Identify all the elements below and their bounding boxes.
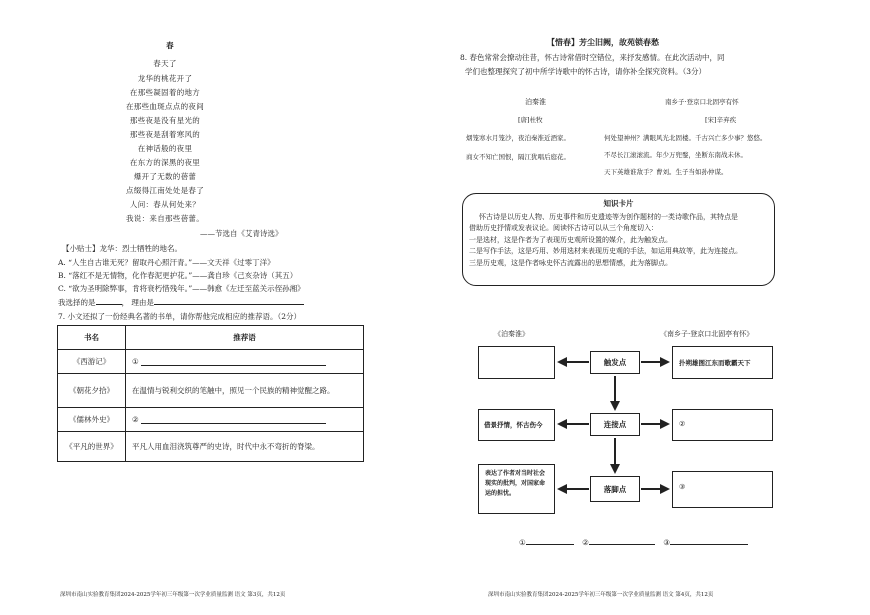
- poem-line: 在东方的深黑的夜里: [129, 158, 201, 167]
- trigger-point-label: 触发点: [590, 351, 640, 374]
- answer-label-3: ③: [663, 538, 670, 547]
- conclusion-point-label: 落脚点: [590, 476, 640, 502]
- poem-line: 我说：来自那些蓓蕾。: [126, 214, 204, 223]
- poem1-line: 烟笼寒水月笼沙，夜泊秦淮近酒家。: [466, 134, 570, 142]
- left-mid-box: 借景抒情，怀古伤今: [478, 409, 555, 441]
- recommend-cell: 平凡人用血泪浇筑尊严的史诗，时代中永不弯折的脊梁。: [126, 432, 364, 462]
- poem-line: 爆开了无数的蓓蕾: [133, 172, 197, 181]
- poem-line: 那些夜是刮着寒风的: [129, 130, 201, 139]
- poem-title: 春: [166, 41, 174, 50]
- option-b: B. “落红不是无情物，化作春泥更护花。”——龚自珍《己亥杂诗（其五）: [58, 271, 298, 280]
- poem2-line: 何处望神州？满眼风光北固楼。千古兴亡多少事？悠悠。: [604, 134, 767, 142]
- answer-blank-3[interactable]: [670, 544, 748, 545]
- answer-line: [519, 537, 748, 548]
- poem-line: 在那些血斑点点的夜间: [126, 102, 204, 111]
- poem-line: 在神话般的夜里: [137, 144, 193, 153]
- card-line: 借助历史抒情或发表议论。阅读怀古诗可以从三个角度切入：: [469, 224, 658, 232]
- table-header-recommend: 推荐语: [126, 326, 364, 350]
- option-a: A. “人生自古谁无死？留取丹心照汗青。”——文天祥《过零丁洋》: [58, 258, 275, 267]
- poem-line: 那些夜是没有星光的: [129, 116, 201, 125]
- answer-blank-2[interactable]: [589, 544, 655, 545]
- choice-prefix: 我选择的是: [58, 298, 96, 307]
- q8-line-2: 学们也整理探究了初中所学诗歌中的怀古诗，请你补全探究资料。（3分）: [465, 67, 707, 76]
- right-bottom-box[interactable]: ③: [672, 471, 773, 508]
- recommend-cell: 在温情与锐利交织的笔触中，照见一个民族的精神觉醒之路。: [126, 374, 364, 408]
- poem1-title: 泊秦淮: [525, 98, 546, 106]
- book-cell: 《平凡的世界》: [58, 432, 126, 462]
- poem2-line: 天下英雄谁敌手？曹刘。生子当如孙仲谋。: [604, 168, 728, 176]
- right-mid-box[interactable]: ②: [672, 409, 773, 441]
- answer-label-2: ②: [582, 538, 589, 547]
- poem-line: 春天了: [153, 59, 177, 68]
- poem-line: 龙华的桃花开了: [137, 74, 193, 83]
- poem1-author: [唐]杜牧: [518, 116, 543, 124]
- diagram-left-title: 《泊秦淮》: [494, 330, 529, 338]
- poem1-line: 商女不知亡国恨，隔江犹唱后庭花。: [466, 153, 570, 161]
- answer-label-1: ①: [519, 538, 526, 547]
- book-cell: 《儒林外史》: [58, 408, 126, 432]
- question-7: 7. 小文还拟了一份经典名著的书单，请你帮他完成相应的推荐语。（2分）: [58, 312, 302, 321]
- answer-blank-1[interactable]: [526, 544, 574, 545]
- q8-line-1: 8. 春色常常会撩动往昔，怀古诗常借时空错位，来抒发感情。在此次活动中，同: [460, 53, 725, 62]
- card-line: 三是历史观，这是作者咏史怀古流露出的思想情感，此为落脚点。: [469, 258, 672, 267]
- poem-source: ——节选自《艾青诗选》: [200, 229, 283, 238]
- poem-line: 在那些凝固着的地方: [129, 88, 201, 97]
- poem-line: 人问：春从何处来？: [129, 200, 201, 209]
- book-cell: 《西游记》: [58, 350, 126, 374]
- poem2-title: 南乡子·登京口北固亭有怀: [665, 98, 739, 106]
- footer-left: 深圳市南山实验教育集团2024-2025学年初三年级第一次学业质量监测 语文 第3页，共12页: [60, 592, 286, 598]
- choice-mid: ， 理由是: [121, 298, 154, 307]
- tip-text: 【小贴士】龙华：烈士牺牲的地名。: [62, 244, 182, 253]
- poem-line: 点缀得江南处处是春了: [126, 186, 204, 195]
- card-line: 一是选材，这是作者为了表现历史观所设置的媒介，此为触发点。: [469, 235, 672, 244]
- blank-marker: ②: [132, 415, 139, 424]
- book-cell: 《朝花夕拾》: [58, 374, 126, 408]
- card-line: 二是写作手法，这是巧用、妙用选材来表现历史观的手法，如运用典故等，此为连接点。: [469, 247, 742, 255]
- card-title: 知识卡片: [603, 199, 634, 208]
- left-bottom-box: 表达了作者对当时社会现实的批判，对国家命运的担忧。: [478, 464, 555, 514]
- option-c: C. “欲为圣明除弊事，肯将衰朽惜残年。”——韩愈《左迁至蓝关示侄孙湘》: [58, 284, 305, 293]
- diagram-right-title: 《南乡子·登京口北固亭有怀》: [660, 330, 754, 338]
- blank-marker: ①: [132, 357, 139, 366]
- poem2-author: [宋]辛弃疾: [705, 116, 737, 124]
- link-point-label: 连接点: [590, 413, 640, 436]
- card-line: 怀古诗是以历史人物、历史事件和历史遗迹等为创作题材的一类诗歌作品，其特点是: [479, 212, 738, 221]
- table-header-book: 书名: [58, 326, 126, 350]
- poem2-line: 不尽长江滚滚流。年少万兜鍪，坐断东南战未休。: [604, 151, 747, 159]
- section-title: 【惜春】芳尘旧阙，故苑锁春愁: [547, 37, 659, 47]
- right-top-box: 扑朔雄图江东而歌霸天下: [672, 346, 773, 379]
- footer-right: 深圳市南山实验教育集团2024-2025学年初三年级第一次学业质量监测 语文 第4页，共12页: [488, 592, 714, 598]
